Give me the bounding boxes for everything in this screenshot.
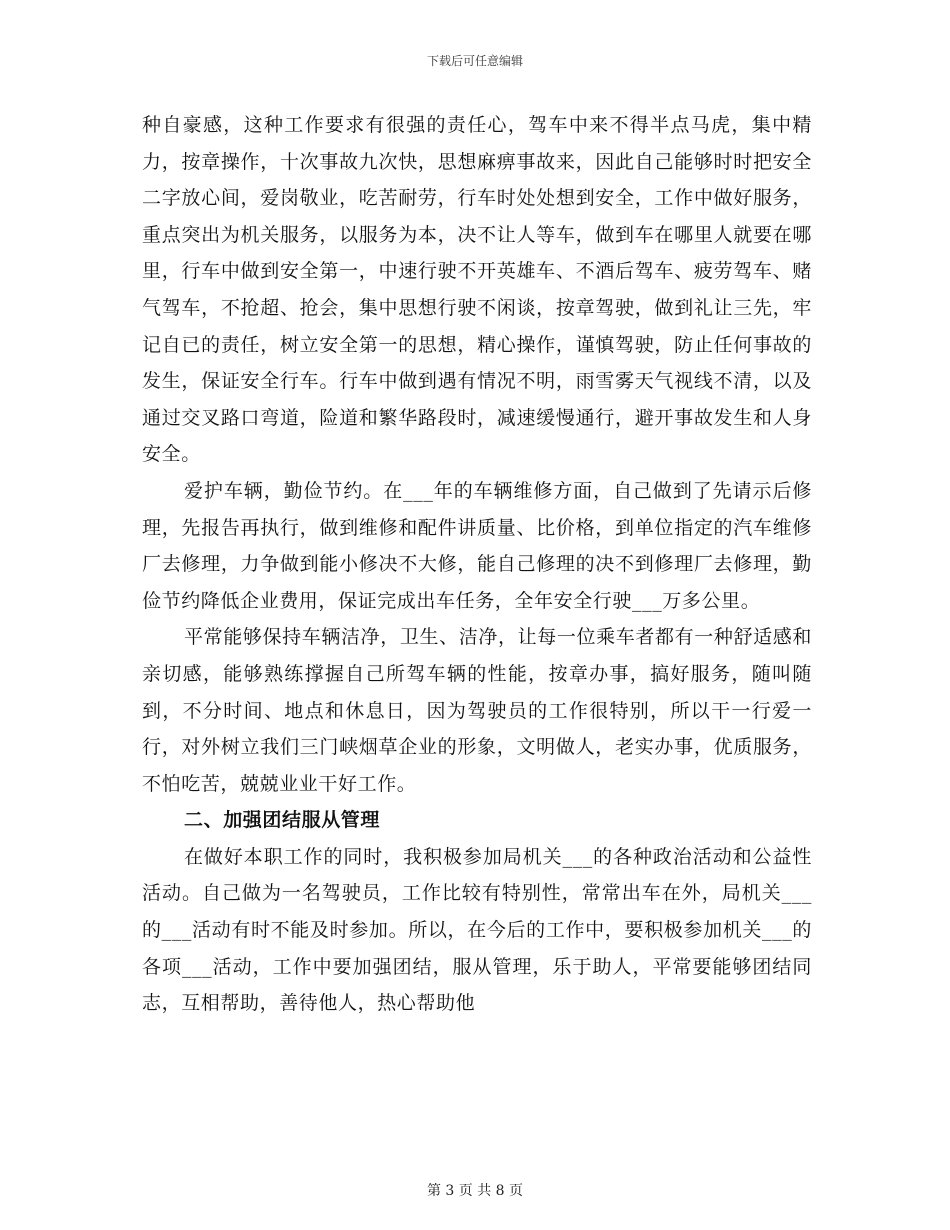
paragraph-driving-safety: 种自豪感，这种工作要求有很强的责任心，驾车中来不得半点马虎，集中精力，按章操作，十次事故九次快，思想麻痹事故来，因此自己能够时时把安全二字放心间，爱岗敬业，吃苦耐劳，行车时处处想到安全，工作中做好服务，重点突出为机关服务，以服务为本，决不让人等车，做到车在哪里人就要在哪里，行车中做到安全第一，中速行驶不开英雄车、不酒后驾车、疲劳驾车、赌气驾车，不抢超、抢会，集中思想行驶不闲谈，按章驾驶，做到礼让三先，牢记自已的责任，树立安全第一的思想，精心操作，谨慎驾驶，防止任何事故的发生，保证安全行车。行车中做到遇有情况不明，雨雪雾天气视线不清，以及通过交叉路口弯道，险道和繁华路段时，减速缓慢通行，避开事故发生和人身安全。 bbox=[142, 114, 812, 466]
paragraph-vehicle-care: 爱护车辆，勤俭节约。在___年的车辆维修方面，自己做到了先请示后修理，先报告再执行，做到维修和配件讲质量、比价格，到单位指定的汽车维修厂去修理，力争做到能小修决不大修，能自己修理的决不到修理厂去修理，勤俭节约降低企业费用，保证完成出车任务，全年安全行驶___万多公里。 bbox=[142, 479, 812, 612]
paragraph-cleanliness-service: 平常能够保持车辆洁净，卫生、洁净，让每一位乘车者都有一种舒适感和亲切感，能够熟练撑握自己所驾车辆的性能，按章办事，搞好服务，随叫随到，不分时间、地点和休息日，因为驾驶员的工作很特别，所以干一行爱一行，对外树立我们三门峡烟草企业的形象，文明做人，老实办事，优质服务，不怕吃苦，兢兢业业干好工作。 bbox=[142, 626, 812, 795]
page-header: 下载后可任意编辑 bbox=[426, 54, 523, 68]
document-body bbox=[142, 107, 812, 1022]
section-heading-unity: 二、加强团结服从管理 bbox=[184, 809, 381, 832]
paragraph-activities: 在做好本职工作的同时，我积极参加局机关___的各种政治活动和公益性活动。自己做为一名驾驶员，工作比较有特别性，常常出车在外，局机关___的___活动有时不能及时参加。所以，在今后的工作中，要积极参加机关___的各项___活动，工作中要加强团结，服从管理，乐于助人，平常要能够团结同志，互相帮助，善待他人，热心帮助他 bbox=[142, 845, 812, 1015]
page-number: 第 3 页 共 8 页 bbox=[426, 1183, 524, 1199]
